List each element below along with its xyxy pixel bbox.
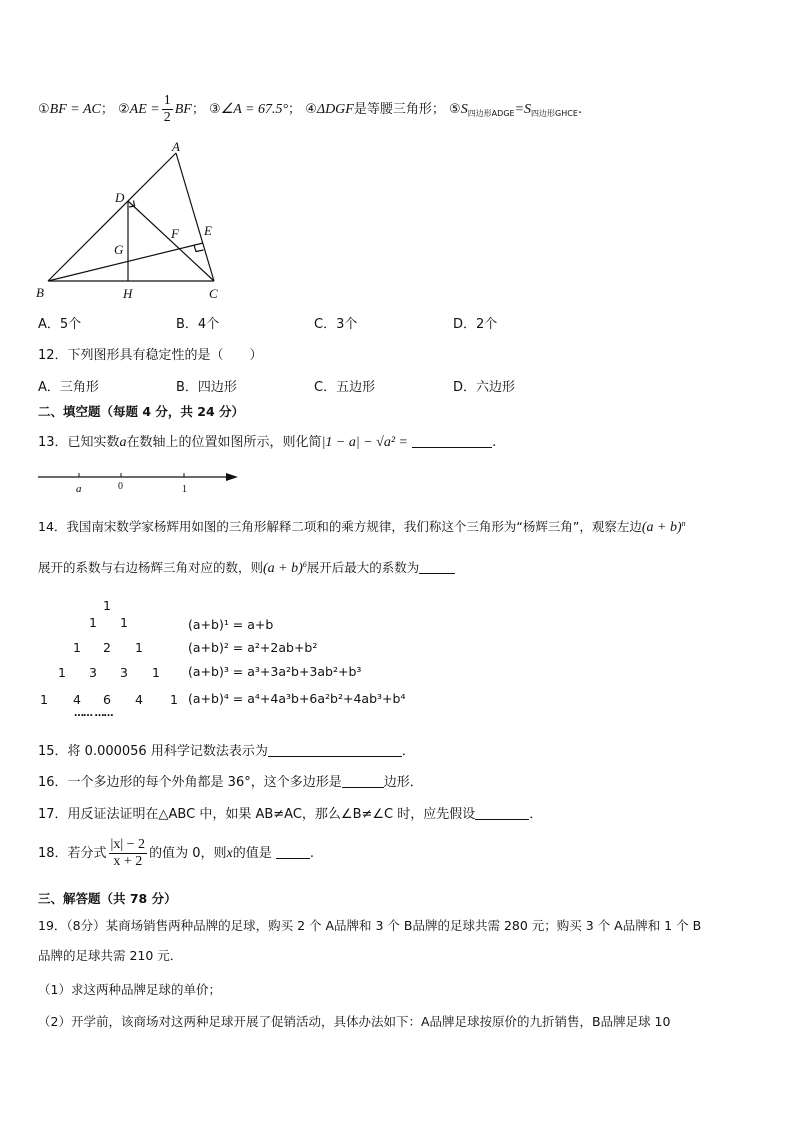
- section-3-heading: 三、解答题（共 78 分）: [38, 891, 177, 906]
- q11-statements: ①BF = AC； ②AE = $\frac{1}{2}$ BF； ③∠A = 67.5°； ④ΔDGF是等腰三角形； $⑤S_{四边形ADGE}=S_{四边形GHCE}$.: [38, 93, 583, 125]
- q11-option-a: A．5个: [38, 317, 82, 332]
- number-line: [36, 468, 246, 496]
- q12-option-b: B．四边形: [176, 380, 237, 395]
- q18-answer-blank[interactable]: [276, 846, 310, 859]
- arrow-right-icon: [226, 473, 238, 481]
- label-h: H: [123, 286, 133, 301]
- label-d: D: [115, 190, 125, 205]
- q16-stem: 16．一个多边形的每个外角都是 36°，这个多边形是 边形．: [38, 775, 423, 790]
- q13-stem: 13．已知实数a在数轴上的位置如图所示，则化简|1 − a| − √a² = .: [38, 435, 497, 450]
- q12-option-d: D．六边形: [453, 380, 516, 395]
- triangle-dots: …… ……: [74, 708, 113, 719]
- label-a: A: [172, 140, 180, 154]
- stmt-3: ∠A = 67.5°: [220, 102, 289, 117]
- segment-cd: [128, 201, 214, 281]
- stmt-1: BF = AC: [49, 102, 101, 117]
- q18-fraction: $\frac{|x| - 2}{x + 2}$: [110, 837, 146, 869]
- q17-answer-blank[interactable]: [475, 807, 529, 820]
- q14-line2: 展开的系数与右边杨辉三角对应的数，则$(a + b)^6$展开后最大的系数为: [38, 558, 455, 577]
- q13-answer-blank[interactable]: [412, 435, 492, 448]
- q12-option-c: C．五边形: [314, 380, 376, 395]
- q14-answer-blank[interactable]: [419, 561, 455, 574]
- q11-option-d: D．2个: [453, 317, 498, 332]
- q14-line1: 14．我国南宋数学家杨辉用如图的三角形解释二项和的乘方规律，我们称这个三角形为“杨辉三角”，观察左边$(a + b)^n$: [38, 518, 686, 535]
- fraction-half: $\frac{1}{2}$: [163, 93, 171, 125]
- expansion-2: (a+b)² = a²+2ab+b²: [188, 640, 318, 655]
- label-c: C: [209, 286, 218, 301]
- expansion-3: (a+b)³ = a³+3a²b+3ab²+b³: [188, 664, 362, 679]
- tick-a: a: [76, 483, 82, 495]
- q16-answer-blank[interactable]: [342, 775, 384, 788]
- q13-expression: |1 − a| − √a² =: [321, 435, 408, 450]
- expansion-1: (a+b)¹ = a+b: [188, 617, 274, 632]
- label-e: E: [204, 223, 212, 238]
- triangle-figure: [30, 140, 230, 305]
- q17-stem: 17．用反证法证明在△ABC 中，如果 AB≠AC，那么∠B≠∠C 时，应先假设 ．: [38, 807, 543, 822]
- q15-answer-blank[interactable]: [268, 744, 402, 757]
- q19-line1: 19．（8分）某商场销售两种品牌的足球，购买 2 个 A品牌和 3 个 B品牌的足球共需 280 元；购买 3 个 A品牌和 1 个 B: [38, 918, 702, 933]
- label-g: G: [114, 242, 124, 257]
- right-angle-e: [194, 245, 204, 252]
- q15-stem: 15．将 0.000056 用科学记数法表示为 ．: [38, 744, 415, 759]
- q12-option-a: A．三角形: [38, 380, 99, 395]
- q18-stem: 18．若分式 $\frac{|x| - 2}{x + 2}$ 的值为 0，则x的值是 .: [38, 837, 314, 869]
- tick-1: 1: [182, 484, 187, 495]
- q19-line2: 品牌的足球共需 210 元．: [38, 948, 183, 963]
- q11-option-c: C．3个: [314, 317, 358, 332]
- section-2-heading: 二、填空题（每题 4 分，共 24 分）: [38, 404, 245, 419]
- q19-part2: （2）开学前，该商场对这两种足球开展了促销活动，具体办法如下：A品牌足球按原价的九折销售，B品牌足球 10: [38, 1014, 671, 1029]
- label-f: F: [171, 226, 179, 241]
- tick-0: 0: [118, 481, 123, 492]
- expansion-4: (a+b)⁴ = a⁴+4a³b+6a²b²+4ab³+b⁴: [188, 691, 406, 706]
- q19-part1: （1）求这两种品牌足球的单价；: [38, 982, 221, 997]
- q12-stem: 12．下列图形具有稳定性的是（ ）: [38, 348, 263, 363]
- side-ac: [176, 153, 214, 281]
- side-ab: [48, 153, 176, 281]
- q11-option-b: B．4个: [176, 317, 220, 332]
- label-b: B: [36, 285, 44, 300]
